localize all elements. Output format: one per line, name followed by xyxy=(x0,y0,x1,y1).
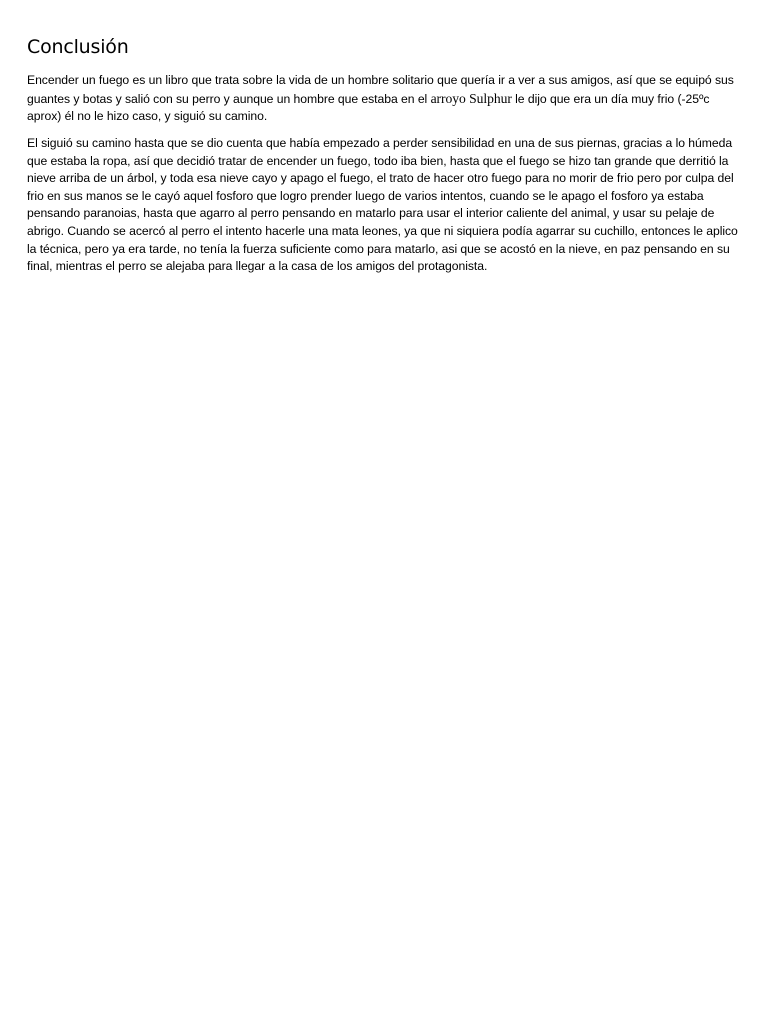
paragraph-intro-text-after: le dijo que era un día muy frio (-25ºc aprox) él no le hizo caso, y siguió su camino. xyxy=(27,91,710,124)
paragraph-story: El siguió su camino hasta que se dio cuenta que había empezado a perder sensibilidad en una de sus piernas, gracias a lo húmeda que estaba la ropa, así que decidió tratar de encender un fuego, todo iba bien, hasta que el fuego se hizo tan grande que derritió la nieve arriba de un árbol, y toda esa nieve cayo y apago el fuego, el trato de hacer otro fuego para no morir de frio pero por culpa del frio en sus manos se le cayó aquel fosforo que logro prender luego de varios intentos, cuando se le apago el fosforo ya estaba pensando paranoias, hasta que agarro al perro pensando en matarlo para usar el interior caliente del animal, y usar su pelaje de abrigo. Cuando se acercó al perro el intento hacerle una mata leones, ya que ni siquiera podía agarrar su cuchillo, entonces le aplico la técnica, pero ya era tarde, no tenía la fuerza suficiente como para matarlo, asi que se acostó en la nieve, en paz pensando en su final, mientras el perro se alejaba para llegar a la casa de los amigos del protagonista. xyxy=(27,136,738,274)
place-name: arroyo Sulphur xyxy=(430,90,512,106)
paragraph-intro-text-before: Encender un fuego es un libro que trata sobre la vida de un hombre solitario que quería ir a ver a sus amigos, así que se equipó sus guantes y botas y salió con su perro y aunque un hombre que estaba en el xyxy=(27,73,734,106)
paragraph-intro xyxy=(27,72,743,126)
page-title: Conclusión xyxy=(27,36,129,58)
